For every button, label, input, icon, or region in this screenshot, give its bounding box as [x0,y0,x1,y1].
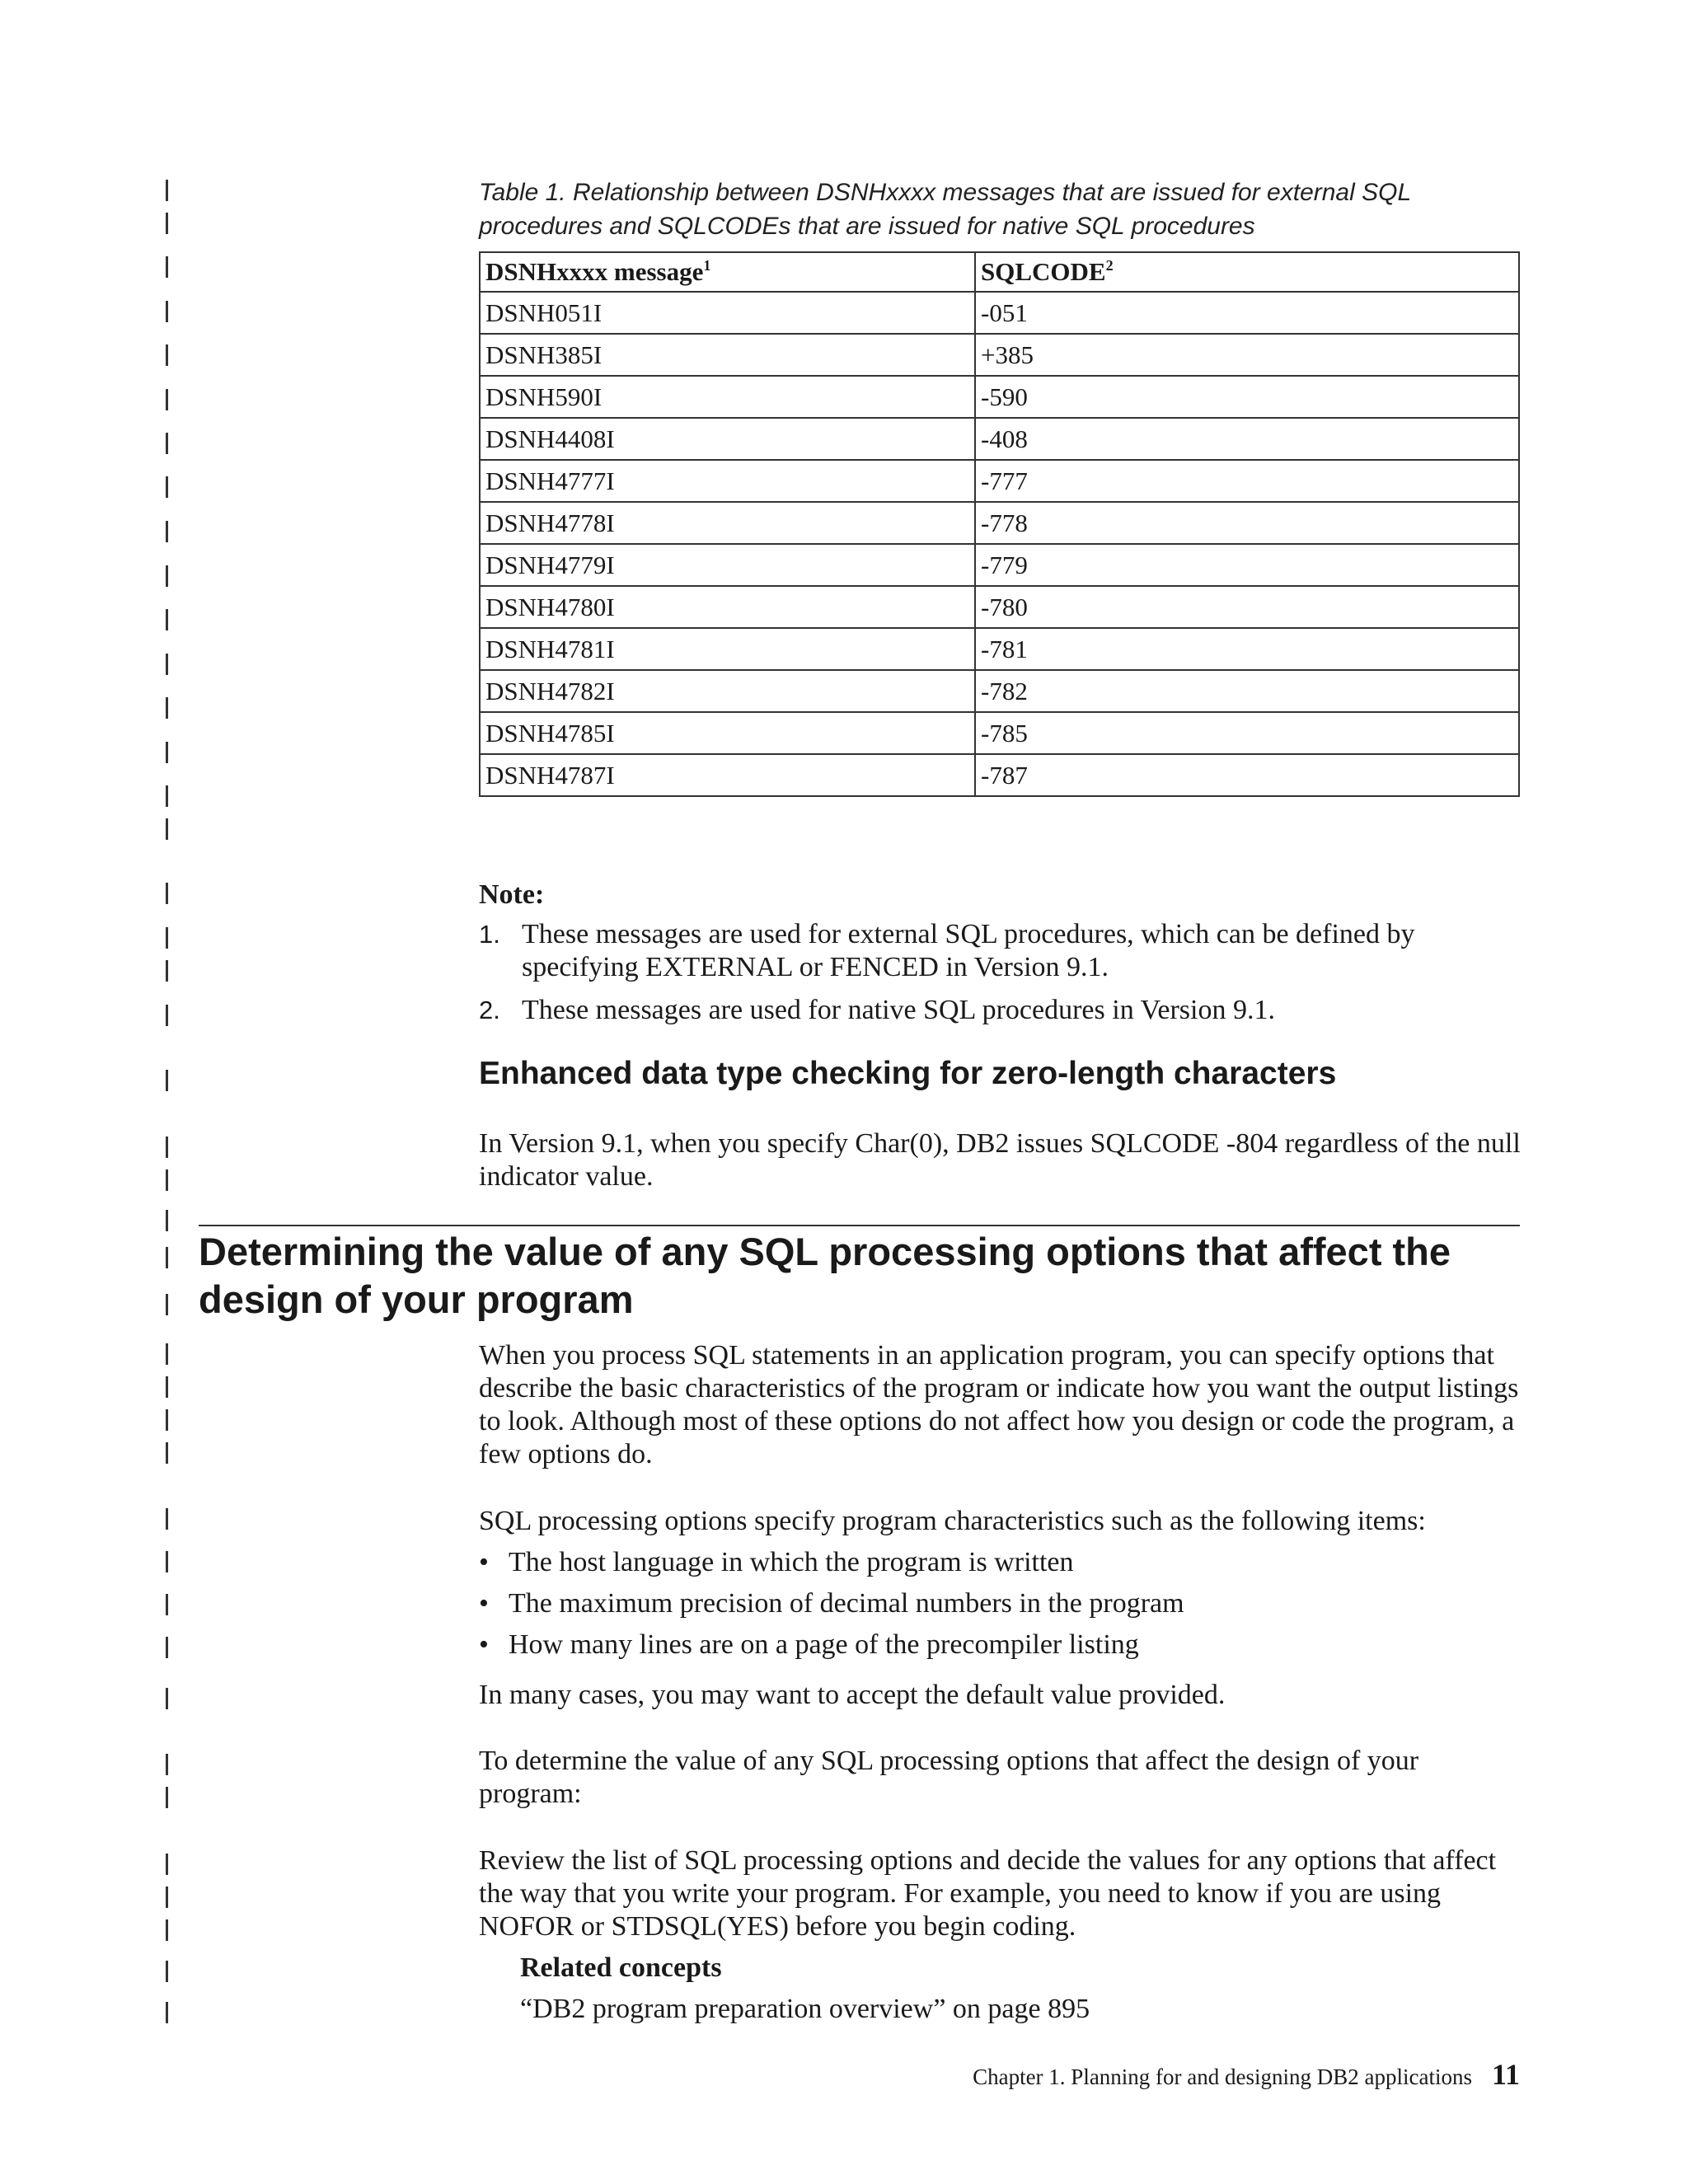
change-bar [166,213,168,234]
change-bar [166,1754,168,1775]
bullet-icon: • [479,1629,489,1660]
sqlcode-cell: -590 [975,376,1519,418]
related-concepts-label: Related concepts [520,1952,722,1983]
change-bar [166,1005,168,1026]
table-row [480,544,1519,586]
table-row [480,670,1519,712]
change-bar [166,960,168,982]
change-bar [166,1137,168,1158]
change-bar [166,256,168,278]
change-bar [166,927,168,949]
table-row [480,502,1519,544]
message-cell: DSNH4408I [480,418,975,460]
note-item-1 [479,918,1522,984]
change-bar [166,1886,168,1908]
intro-paragraph: When you process SQL statements in an application program, you can specify options that describe the basic characteristics of the program or indicate how you want the output listings to look. Although most of these options do not affect how you design or code the program, a few options do. [479,1340,1519,1469]
change-bar [166,1787,168,1808]
change-bar [166,1343,168,1365]
table-body [480,292,1519,796]
sqlcode-cell: -777 [975,460,1519,502]
options-paragraph: SQL processing options specify program characteristics such as the following items: [479,1506,1426,1536]
table-row [480,376,1519,418]
section-heading: Enhanced data type checking for zero-length characters [479,1056,1337,1091]
note-item-text: These messages are used for external SQL procedures, which can be defined by specifying EXTERNAL or FENCED in Version 9.1. [522,919,1415,982]
change-bar [166,301,168,322]
table-caption: Table 1. Relationship between DSNHxxxx messages that are issued for external SQL procedures and SQLCODEs that are issued for native SQL procedures [479,179,1411,240]
change-bar [166,1409,168,1431]
related-concept-link[interactable]: “DB2 program preparation overview” on page 895 [520,1994,1090,2024]
change-bar [166,1442,168,1464]
message-cell: DSNH4787I [480,754,975,796]
determine-paragraph: To determine the value of any SQL processing options that affect the design of your program: [479,1746,1419,1809]
default-paragraph: In many cases, you may want to accept the default value provided. [479,1680,1226,1710]
message-cell: DSNH4780I [480,586,975,628]
page-number: 11 [1491,2058,1520,2091]
message-cell: DSNH4778I [480,502,975,544]
page-footer [973,2056,1520,2095]
change-bar [166,785,168,807]
change-bar [166,654,168,675]
change-bar [166,1169,168,1191]
table-row [480,418,1519,460]
section-rule [199,1225,1520,1226]
change-bar [166,1551,168,1572]
change-bar [166,1070,168,1091]
change-bar [166,1637,168,1658]
table-row [480,586,1519,628]
note-item-number: 2. [479,996,500,1024]
column-header-sqlcode: SQLCODE$^2$ [975,252,1519,292]
change-bar [166,476,168,498]
message-cell: DSNH4777I [480,460,975,502]
change-bar [166,697,168,719]
change-bar [166,433,168,454]
table-row [480,334,1519,376]
change-bar [166,1247,168,1268]
change-bar [166,180,168,201]
list-item: • The host language in which the program is written [479,1547,1074,1577]
message-cell: DSNH4785I [480,712,975,754]
change-bar [166,1294,168,1315]
change-bar [166,742,168,763]
sqlcode-cell: -780 [975,586,1519,628]
change-bar [166,818,168,840]
footnote-ref-1: 1 [703,257,711,274]
column-header-message: DSNHxxxx message$^1$ [480,252,975,292]
change-bar [166,1688,168,1709]
message-cell: DSNH4779I [480,544,975,586]
table-row [480,628,1519,670]
change-bar [166,1854,168,1875]
message-cell: DSNH051I [480,292,975,334]
message-cell: DSNH590I [480,376,975,418]
table-header-row [480,252,1519,292]
note-label: Note: [479,879,545,910]
table-row [480,712,1519,754]
table-row [480,460,1519,502]
change-bar [166,344,168,366]
sqlcode-cell: -785 [975,712,1519,754]
sqlcode-cell: +385 [975,334,1519,376]
section-paragraph: In Version 9.1, when you specify Char(0), DB2 issues SQLCODE -804 regardless of the null indicator value. [479,1128,1521,1192]
change-bar [166,1919,168,1941]
bullet-icon: • [479,1547,489,1577]
note-item-text: These messages are used for native SQL procedures in Version 9.1. [522,995,1275,1025]
sqlcode-cell: -787 [975,754,1519,796]
note-item-2 [479,994,1522,1027]
sqlcode-cell: -781 [975,628,1519,670]
sqlcode-cell: -779 [975,544,1519,586]
sqlcode-cell: -408 [975,418,1519,460]
sqlcode-cell: -782 [975,670,1519,712]
change-bar [166,609,168,630]
footer-chapter: Chapter 1. Planning for and designing DB2 applications [973,2064,1472,2089]
sqlcode-cell: -051 [975,292,1519,334]
change-bar [166,1594,168,1615]
change-bar [166,1210,168,1231]
list-item: • The maximum precision of decimal numbers in the program [479,1588,1184,1619]
change-bar [166,521,168,542]
note-item-number: 1. [479,920,500,949]
change-bar [166,883,168,904]
message-table [479,251,1520,797]
message-cell: DSNH4782I [480,670,975,712]
footnote-ref-2: 2 [1105,257,1114,274]
message-cell: DSNH4781I [480,628,975,670]
sqlcode-cell: -778 [975,502,1519,544]
change-bar [166,1508,168,1530]
table-row [480,754,1519,796]
bullet-icon: • [479,1588,489,1619]
change-bar [166,1376,168,1398]
page-title: Determining the value of any SQL processing options that affect the design of your program [199,1230,1451,1321]
change-bar [166,1961,168,1982]
review-paragraph: Review the list of SQL processing options and decide the values for any options that affect the way that you write your program. For example, you need to know if you are using NOFOR or STDSQL(YES) before you begin coding. [479,1845,1497,1942]
list-item: • How many lines are on a page of the precompiler listing [479,1629,1139,1660]
change-bar [166,2002,168,2023]
table-row [480,292,1519,334]
message-cell: DSNH385I [480,334,975,376]
change-bar [166,389,168,410]
change-bar [166,565,168,587]
